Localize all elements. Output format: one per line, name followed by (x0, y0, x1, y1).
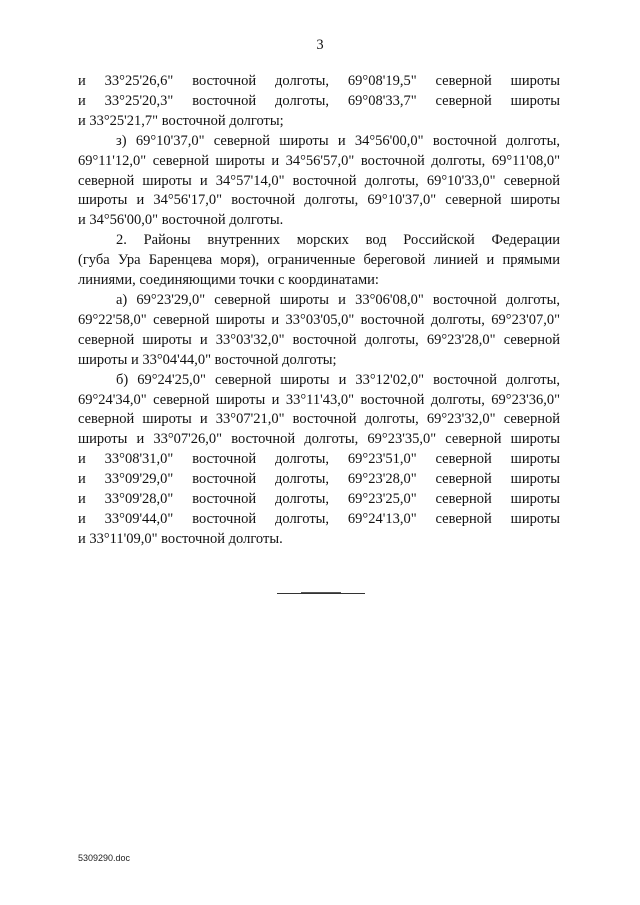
text-line: б) 69°24'25,0" северной широты и 33°12'02,0" восточной долготы, (116, 371, 560, 388)
text-line: северной широты и 33°07'21,0" восточной долготы, 69°23'32,0" северной (78, 411, 560, 428)
document-body (78, 72, 560, 550)
text-line: и 33°08'31,0" восточной долготы, 69°23'51,0" северной широты (78, 451, 560, 468)
paragraph-section-2 (78, 231, 560, 291)
text-line: и 33°25'26,6" восточной долготы, 69°08'19,5" северной широты (78, 73, 560, 89)
text-line: широты и 33°07'26,0" восточной долготы, 69°23'35,0" северной широты (78, 431, 560, 448)
text-line: 69°22'58,0" северной широты и 33°03'05,0" восточной долготы, 69°23'07,0" (78, 311, 560, 328)
paragraph-item-a (78, 291, 560, 371)
paragraph-item-b (78, 371, 560, 550)
text-line: и 33°09'28,0" восточной долготы, 69°23'25,0" северной широты (78, 491, 560, 508)
text-line: и 33°09'29,0" восточной долготы, 69°23'28,0" северной широты (78, 471, 560, 488)
text-line: северной широты и 33°03'32,0" восточной долготы, 69°23'28,0" северной (78, 331, 560, 348)
end-divider-line (277, 593, 365, 594)
text-line: з) 69°10'37,0" северной широты и 34°56'00,0" восточной долготы, (116, 132, 560, 149)
text-line: широты и 33°04'44,0" восточной долготы; (78, 351, 337, 368)
text-line: и 34°56'00,0" восточной долготы. (78, 212, 284, 229)
paragraph-item-z (78, 132, 560, 232)
text-line: широты и 34°56'17,0" восточной долготы, 69°10'37,0" северной широты (78, 192, 560, 209)
text-line: и 33°25'20,3" восточной долготы, 69°08'33,7" северной широты (78, 92, 560, 109)
text-line: северной широты и 34°57'14,0" восточной долготы, 69°10'33,0" северной (78, 172, 560, 189)
text-line: линиями, соединяющими точки с координатами: (78, 272, 379, 289)
text-line: 2. Районы внутренних морских вод Российской Федерации (116, 232, 560, 249)
text-line: и 33°11'09,0" восточной долготы. (78, 530, 283, 547)
text-line: и 33°09'44,0" восточной долготы, 69°24'13,0" северной широты (78, 510, 560, 527)
text-line: 69°24'34,0" северной широты и 33°11'43,0" восточной долготы, 69°23'36,0" (78, 391, 560, 408)
page-number: 3 (316, 37, 324, 53)
text-line: и 33°25'21,7" восточной долготы; (78, 112, 284, 129)
footer-filename: 5309290.doc (78, 853, 131, 863)
text-line: 69°11'12,0" северной широты и 34°56'57,0" восточной долготы, 69°11'08,0" (78, 152, 560, 169)
text-line: (губа Ура Баренцева моря), ограниченные береговой линией и прямыми (78, 252, 560, 269)
text-line: а) 69°23'29,0" северной широты и 33°06'08,0" восточной долготы, (116, 291, 560, 308)
paragraph-continuation (78, 72, 560, 132)
